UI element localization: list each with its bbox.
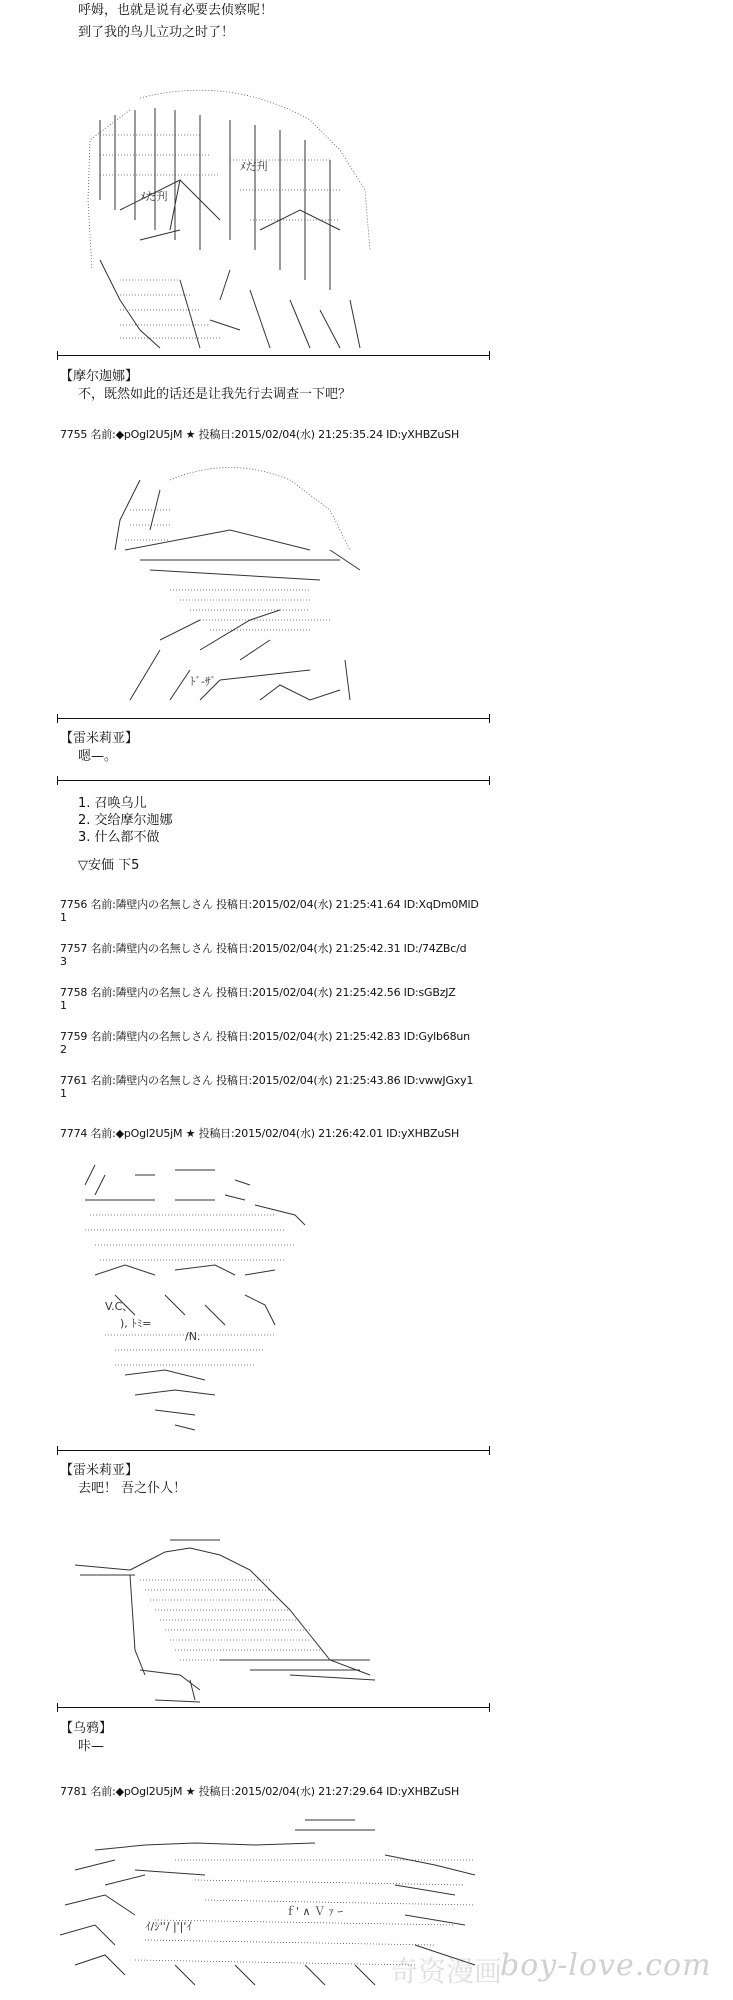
post-header: 7756 名前:隣壁内の名無しさん 投稿日:2015/02/04(水) 21:25:41.64 ID:XqDm0MlD — [60, 898, 479, 911]
separator — [57, 1707, 490, 1708]
post-content: 1 — [60, 999, 67, 1012]
speaker-name: 【摩尔迦娜】 — [60, 369, 139, 384]
watermark-left: 奇资漫画 — [390, 1955, 503, 1988]
post-header: 7758 名前:隣壁内の名無しさん 投稿日:2015/02/04(水) 21:25:42.56 ID:sGBzJZ — [60, 986, 456, 999]
post-content: 2 — [60, 1043, 67, 1056]
svg-text:ｆ' ∧ Ｖ ｧ ｰ: ｆ' ∧ Ｖ ｧ ｰ — [285, 1905, 344, 1918]
post-content: 1 — [60, 1087, 67, 1100]
choice-item: 3. 什么都不做 — [78, 830, 160, 845]
speaker-name: 【雷米莉亚】 — [60, 731, 139, 746]
ascii-art-character-2 — [110, 460, 370, 710]
choice-item: 1. 召唤乌儿 — [78, 796, 147, 811]
post-content: 1 — [60, 911, 67, 924]
post-header: 7759 名前:隣壁内の名無しさん 投稿日:2015/02/04(水) 21:25:42.83 ID:Gylb68un — [60, 1030, 470, 1043]
dialog-line: 不，既然如此的话还是让我先行去调查一下吧？ — [78, 387, 352, 402]
watermark: boy-love.com — [500, 1948, 712, 1983]
speaker-name: 【雷米莉亚】 — [60, 1463, 139, 1478]
dialog-line: 咔— — [78, 1739, 105, 1754]
ascii-art-crow — [70, 1530, 380, 1705]
separator — [57, 718, 490, 719]
post-header: 7757 名前:隣壁内の名無しさん 投稿日:2015/02/04(水) 21:25:42.31 ID:/74ZBc/d — [60, 942, 467, 955]
post-header: 7781 名前:◆pOgl2U5jM ★ 投稿日:2015/02/04(水) 21:27:29.64 ID:yXHBZuSH — [60, 1785, 460, 1798]
post-header: 7755 名前:◆pOgl2U5jM ★ 投稿日:2015/02/04(水) 21:25:35.24 ID:yXHBZuSH — [60, 428, 460, 441]
svg-text:/N.: /N. — [185, 1330, 201, 1343]
separator — [57, 780, 490, 781]
svg-text:ﾄﾞ-ｻﾞ: ﾄﾞ-ｻﾞ — [190, 675, 216, 688]
ascii-art-character-3 — [75, 1155, 315, 1435]
dialog-line: 嗯—。 — [78, 749, 118, 764]
svg-text:), ﾄﾐ=: ), ﾄﾐ= — [120, 1317, 152, 1330]
svg-text:ﾒだ刋: ﾒだ刋 — [240, 160, 268, 173]
separator — [57, 1450, 490, 1451]
dialog-line: 去吧！ 吾之仆人！ — [78, 1481, 187, 1496]
svg-text:ｲ/ｼ''/ |'|'ｲ: ｲ/ｼ''/ |'|'ｲ — [145, 1920, 192, 1933]
post-header: 7774 名前:◆pOgl2U5jM ★ 投稿日:2015/02/04(水) 21:26:42.01 ID:yXHBZuSH — [60, 1127, 460, 1140]
dialog-line: 呼姆，也就是说有必要去侦察呢！ — [78, 3, 274, 18]
separator — [57, 355, 490, 356]
post-content: 3 — [60, 955, 67, 968]
post-header: 7761 名前:隣壁内の名無しさん 投稿日:2015/02/04(水) 21:25:43.86 ID:vwwJGxy1 — [60, 1074, 474, 1087]
choice-item: 2. 交给摩尔迦娜 — [78, 813, 173, 828]
speaker-name: 【乌鸦】 — [60, 1721, 113, 1736]
dialog-line: 到了我的鸟儿立功之时了！ — [78, 25, 235, 40]
svg-text:V.C、: V.C、 — [105, 1300, 134, 1313]
svg-text:ﾒだ刋: ﾒだ刋 — [140, 190, 168, 203]
vote-instruction: ▽安価 下5 — [78, 858, 140, 873]
ascii-art-character-1 — [80, 80, 380, 350]
